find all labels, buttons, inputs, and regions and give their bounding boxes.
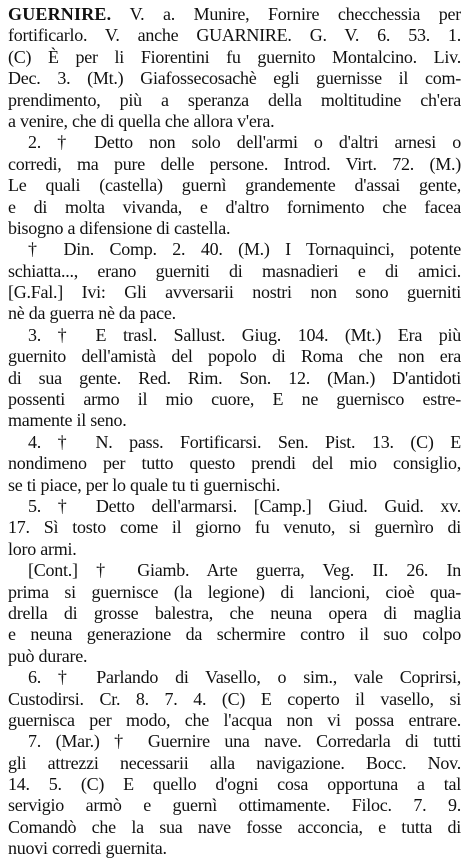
entry-line-text: 2. † Detto non solo dell'armi o d'altri arnesi o bbox=[28, 132, 461, 153]
entry-line bbox=[8, 68, 461, 89]
entry-line bbox=[8, 795, 461, 816]
entry-line bbox=[8, 646, 461, 667]
entry-line-text: loro armi. bbox=[8, 538, 77, 559]
entry-line-text: nè da guerra nè da pace. bbox=[8, 303, 176, 324]
entry-line-text: a venire, che di quella che allora v'era. bbox=[8, 110, 275, 131]
entry-line bbox=[8, 282, 461, 303]
entry-line bbox=[8, 346, 461, 367]
entry-line-text: di sua gente. Red. Rim. Son. 12. (Man.) D'antidoti bbox=[8, 367, 461, 388]
entry-line bbox=[8, 90, 461, 111]
entry-line bbox=[8, 368, 461, 389]
entry-line bbox=[8, 175, 461, 196]
entry-line bbox=[8, 154, 461, 175]
entry-line-text: e di molta vivanda, e d'altro fornimento che facea bbox=[8, 196, 461, 217]
entry-line bbox=[8, 197, 461, 218]
entry-line-text: (C) È per li Fiorentini fu guernito Montalcino. Liv. bbox=[8, 46, 461, 67]
entry-line-text: Custodirsi. Cr. 8. 7. 4. (C) E coperto il vasello, si bbox=[8, 688, 461, 709]
entry-line bbox=[8, 517, 461, 538]
entry-line-text: guernisca per modo, che l'acqua non vi possa entrare. bbox=[8, 709, 461, 730]
entry-line-text: servigio armò e guernì ottimamente. Filoc. 7. 9. bbox=[8, 795, 461, 816]
entry-line-text: e neuna generazione da schermire contro il suo colpo bbox=[8, 624, 461, 645]
dictionary-entry bbox=[8, 4, 461, 860]
entry-line-text: Dec. 3. (Mt.) Giafossecosachè egli guernisse il com- bbox=[8, 68, 461, 89]
entry-line bbox=[8, 710, 461, 731]
entry-line-text: nondimeno per tutto questo prendi del mio consiglio, bbox=[8, 453, 461, 474]
entry-line bbox=[8, 410, 461, 431]
entry-line bbox=[8, 132, 461, 153]
entry-line bbox=[8, 111, 461, 132]
entry-line-text: V. a. Munire, Fornire checchessia per bbox=[129, 4, 461, 24]
entry-line-text: 3. † E trasl. Sallust. Giug. 104. (Mt.) Era più bbox=[28, 324, 461, 345]
entry-line bbox=[8, 496, 461, 517]
entry-line bbox=[8, 325, 461, 346]
entry-line bbox=[8, 4, 461, 25]
entry-line-text: 5. † Detto dell'armarsi. [Camp.] Giud. Guid. xv. bbox=[28, 495, 461, 516]
entry-line-text: prima si guernisce (la legione) di lancioni, cioè qua- bbox=[8, 581, 461, 602]
entry-line-text: Comandò che la sua nave fosse acconcia, e tutta di bbox=[8, 816, 461, 837]
entry-line bbox=[8, 25, 461, 46]
entry-line-text: fortificarlo. V. anche GUARNIRE. G. V. 6. 53. 1. bbox=[8, 25, 461, 46]
entry-line bbox=[8, 560, 461, 581]
entry-line-text: Le quali (castella) guernì grandemente d'assai gente, bbox=[8, 175, 461, 196]
entry-line-text: nuovi corredi guernita. bbox=[8, 838, 167, 859]
entry-line-text: † Din. Comp. 2. 40. (M.) I Tornaquinci, potente bbox=[28, 239, 461, 260]
entry-line bbox=[8, 624, 461, 645]
entry-line-text: può durare. bbox=[8, 645, 88, 666]
entry-line-text: possenti armo il mio cuore, E ne guernisco estre- bbox=[8, 389, 461, 410]
entry-line-text: schiatta..., erano guerniti di masnadieri e di amici. bbox=[8, 260, 461, 281]
entry-line bbox=[8, 47, 461, 68]
entry-line-text: prendimento, più a speranza della moltitudine ch'era bbox=[8, 89, 461, 110]
entry-line-text: 4. † N. pass. Fortificarsi. Sen. Pist. 13. (C) E bbox=[28, 431, 461, 452]
headword: GUERNIRE. bbox=[8, 4, 112, 24]
entry-line-text: corredi, ma pure delle persone. Introd. Virt. 72. (M.) bbox=[8, 153, 461, 174]
entry-line-text: drella di grosse balestra, che neuna opera di maglia bbox=[8, 602, 461, 623]
entry-line-text: mamente il seno. bbox=[8, 410, 127, 431]
entry-line bbox=[8, 753, 461, 774]
entry-line bbox=[8, 603, 461, 624]
entry-line-text: 17. Sì tosto come il giorno fu venuto, si guernìro di bbox=[8, 517, 461, 538]
entry-line-text: gli attrezzi necessarii alla navigazione. Bocc. Nov. bbox=[8, 752, 461, 773]
entry-line bbox=[8, 303, 461, 324]
entry-line bbox=[8, 582, 461, 603]
entry-line bbox=[8, 667, 461, 688]
entry-line-text: [Cont.] † Giamb. Arte guerra, Veg. II. 26. In bbox=[28, 560, 461, 581]
entry-line-text: [G.Fal.] Ivi: Gli avversarii nostri non sono guerniti bbox=[8, 282, 461, 303]
entry-line bbox=[8, 539, 461, 560]
entry-line-text: 6. † Parlando di Vasello, o sim., vale Coprirsi, bbox=[28, 667, 461, 688]
entry-line-text: guernito dell'amistà del popolo di Roma che non era bbox=[8, 346, 461, 367]
entry-line bbox=[8, 432, 461, 453]
entry-line-text: se ti piace, per lo quale tu ti guernischi. bbox=[8, 474, 281, 495]
entry-line bbox=[8, 817, 461, 838]
entry-line-text: 14. 5. (C) E quello d'ogni cosa opportuna a tal bbox=[8, 774, 461, 795]
entry-line bbox=[8, 261, 461, 282]
entry-line bbox=[8, 475, 461, 496]
entry-line bbox=[8, 774, 461, 795]
entry-line bbox=[8, 838, 461, 859]
entry-line bbox=[8, 389, 461, 410]
entry-line-text: 7. (Mar.) † Guernire una nave. Corredarla di tutti bbox=[28, 731, 461, 752]
entry-line bbox=[8, 689, 461, 710]
entry-line bbox=[8, 239, 461, 260]
entry-line bbox=[8, 731, 461, 752]
entry-line bbox=[8, 453, 461, 474]
entry-line-text: bisogno a difensione di castella. bbox=[8, 217, 231, 238]
entry-line bbox=[8, 218, 461, 239]
